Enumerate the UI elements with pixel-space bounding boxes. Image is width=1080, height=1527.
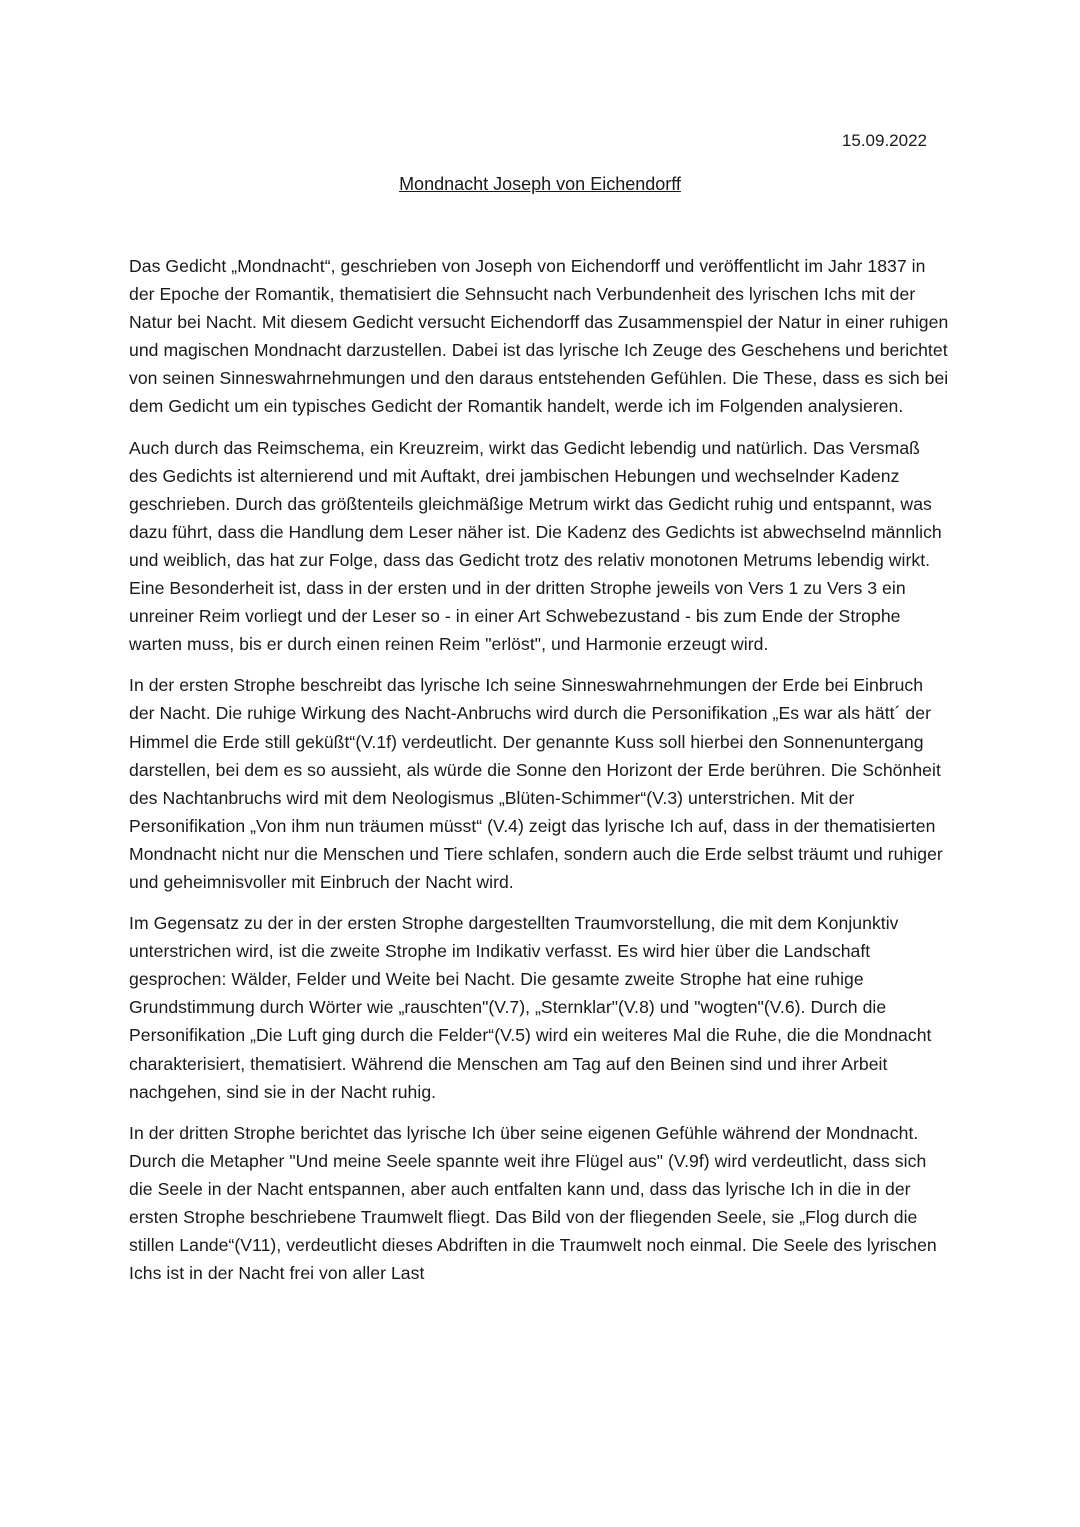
paragraph-form-analysis: Auch durch das Reimschema, ein Kreuzreim, wirkt das Gedicht lebendig und natürlich. Das Versmaß des Gedichts ist alternierend und mit Auftakt, drei jambischen Hebungen und wechselnder Kadenz geschrieben. Durch das größtenteils gleichmäßige Metrum wirkt das Gedicht ruhig und entspannt, was dazu führt, dass die Handlung dem Leser näher ist. Die Kadenz des Gedichts ist abwechselnd männlich und weiblich, das hat zur Folge, dass das Gedicht trotz des relativ monotonen Metrums lebendig wirkt. Eine Besonderheit ist, dass in der ersten und in der dritten Strophe jeweils von Vers 1 zu Vers 3 ein unreiner Reim vorliegt und der Leser so - in einer Art Schwebezustand - bis zum Ende der Strophe warten muss, bis er durch einen reinen Reim "erlöst", und Harmonie erzeugt wird. (129, 437, 942, 655)
paragraph-first-stanza: In der ersten Strophe beschreibt das lyrische Ich seine Sinneswahrnehmungen der Erde bei Einbruch der Nacht. Die ruhige Wirkung des Nacht-Anbruchs wird durch die Personifikation „Es war als hätt´ der Himmel die Erde still geküßt“(V.1f) verdeutlicht. Der genannte Kuss soll hierbei den Sonnenuntergang darstellen, bei dem es so aussieht, als würde die Sonne den Horizont der Erde berühren. Die Schönheit des Nachtanbruchs wird mit dem Neologismus „Blüten-Schimmer“(V.3) unterstrichen. Mit der Personifikation „Von ihm nun träumen müsst“ (V.4) zeigt das lyrische Ich auf, dass in der thematisierten Mondnacht nicht nur die Menschen und Tiere schlafen, sondern auch die Erde selbst träumt und ruhiger und geheimnisvoller mit Einbruch der Nacht wird. (129, 675, 943, 892)
document-title: Mondnacht Joseph von Eichendorff (399, 174, 681, 194)
document-date: 15.09.2022 (841, 131, 927, 150)
paragraph-third-stanza: In der dritten Strophe berichtet das lyrische Ich über seine eigenen Gefühle während der Mondnacht. Durch die Metapher "Und meine Seele spannte weit ihre Flügel aus" (V.9f) wird verdeutlicht, dass sich die Seele in der Nacht entspannen, aber auch entfalten kann und, dass das lyrische Ich in die in der ersten Strophe beschriebene Traumwelt fliegt. Das Bild von der fliegenden Seele, sie „Flog durch die stillen Lande“(V11), verdeutlicht dieses Abdriften in die Traumwelt noch einmal. Die Seele des lyrischen Ichs ist in der Nacht frei von aller Last (129, 1122, 937, 1284)
paragraph-second-stanza: Im Gegensatz zu der in der ersten Strophe dargestellten Traumvorstellung, die mit dem Konjunktiv unterstrichen wird, ist die zweite Strophe im Indikativ verfasst. Es wird hier über die Landschaft gesprochen: Wälder, Felder und Weite bei Nacht. Die gesamte zweite Strophe hat eine ruhige Grundstimmung durch Wörter wie „rauschten"(V.7), „Sternklar"(V.8) und "wogten"(V.6). Durch die Personifikation „Die Luft ging durch die Felder“(V.5) wird ein weiteres Mal die Ruhe, die die Mondnacht charakterisiert, thematisiert. Während die Menschen am Tag auf den Beinen sind und ihrer Arbeit nachgehen, sind sie in der Nacht ruhig. (129, 913, 932, 1102)
paragraph-introduction: Das Gedicht „Mondnacht“, geschrieben von Joseph von Eichendorff und veröffentlicht im Jahr 1837 in der Epoche der Romantik, thematisiert die Sehnsucht nach Verbundenheit des lyrischen Ichs mit der Natur bei Nacht. Mit diesem Gedicht versucht Eichendorff das Zusammenspiel der Natur in einer ruhigen und magischen Mondnacht darzustellen. Dabei ist das lyrische Ich Zeuge des Geschehens und berichtet von seinen Sinneswahrnehmungen und den daraus entstehenden Gefühlen. Die These, dass es sich bei dem Gedicht um ein typisches Gedicht der Romantik handelt, werde ich im Folgenden analysieren. (129, 256, 949, 417)
document-body (129, 252, 952, 1300)
